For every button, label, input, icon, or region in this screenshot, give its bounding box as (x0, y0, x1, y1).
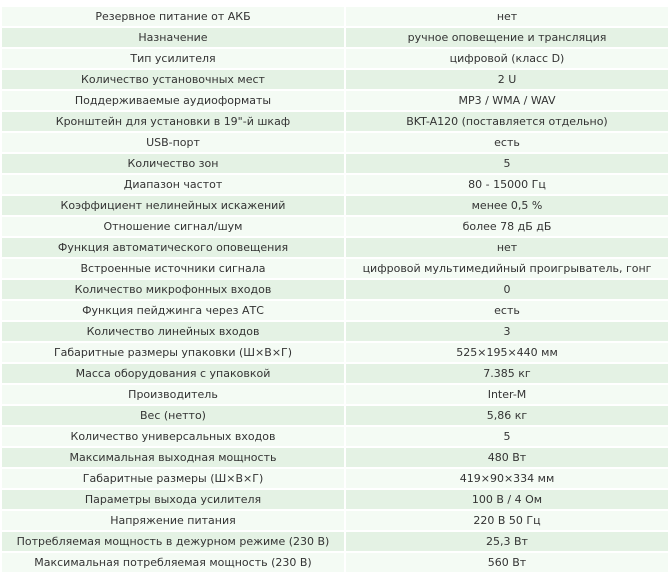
spec-row (2, 259, 668, 278)
spec-name: Назначение (2, 28, 346, 47)
spec-row (2, 238, 668, 257)
spec-value: 480 Вт (346, 448, 668, 467)
spec-row (2, 217, 668, 236)
spec-name: Напряжение питания (2, 511, 346, 530)
spec-name: USB-порт (2, 133, 346, 152)
spec-row (2, 70, 668, 89)
spec-name: Встроенные источники сигнала (2, 259, 346, 278)
spec-value: 25,3 Вт (346, 532, 668, 551)
spec-value: 220 В 50 Гц (346, 511, 668, 530)
spec-row (2, 343, 668, 362)
spec-row (2, 28, 668, 47)
spec-row (2, 532, 668, 551)
spec-row (2, 553, 668, 572)
spec-row (2, 133, 668, 152)
spec-name: Тип усилителя (2, 49, 346, 68)
spec-name: Максимальная выходная мощность (2, 448, 346, 467)
spec-row (2, 112, 668, 131)
specifications-table (2, 5, 668, 574)
spec-value: ручное оповещение и трансляция (346, 28, 668, 47)
spec-row (2, 91, 668, 110)
spec-row (2, 511, 668, 530)
spec-value: нет (346, 7, 668, 26)
spec-name: Диапазон частот (2, 175, 346, 194)
spec-row (2, 280, 668, 299)
spec-row (2, 406, 668, 425)
spec-name: Резервное питание от АКБ (2, 7, 346, 26)
spec-value: нет (346, 238, 668, 257)
spec-name: Отношение сигнал/шум (2, 217, 346, 236)
spec-value: 0 (346, 280, 668, 299)
spec-value: есть (346, 301, 668, 320)
spec-row (2, 364, 668, 383)
spec-value: 525×195×440 мм (346, 343, 668, 362)
spec-value: менее 0,5 % (346, 196, 668, 215)
spec-name: Количество зон (2, 154, 346, 173)
spec-value: 5 (346, 427, 668, 446)
spec-value: MP3 / WMA / WAV (346, 91, 668, 110)
spec-name: Производитель (2, 385, 346, 404)
spec-row (2, 427, 668, 446)
spec-name: Потребляемая мощность в дежурном режиме (230 В) (2, 532, 346, 551)
spec-value: BKT-A120 (поставляется отдельно) (346, 112, 668, 131)
spec-row (2, 175, 668, 194)
spec-value: более 78 дБ дБ (346, 217, 668, 236)
spec-name: Количество микрофонных входов (2, 280, 346, 299)
spec-name: Количество линейных входов (2, 322, 346, 341)
spec-value: 2 U (346, 70, 668, 89)
spec-value: 419×90×334 мм (346, 469, 668, 488)
spec-value: 3 (346, 322, 668, 341)
spec-value: цифровой (класс D) (346, 49, 668, 68)
spec-row (2, 448, 668, 467)
spec-value: Inter-M (346, 385, 668, 404)
spec-row (2, 322, 668, 341)
spec-name: Вес (нетто) (2, 406, 346, 425)
spec-name: Параметры выхода усилителя (2, 490, 346, 509)
spec-name: Масса оборудования с упаковкой (2, 364, 346, 383)
spec-value: есть (346, 133, 668, 152)
spec-value: 100 В / 4 Ом (346, 490, 668, 509)
spec-name: Функция автоматического оповещения (2, 238, 346, 257)
spec-row (2, 469, 668, 488)
spec-name: Коэффициент нелинейных искажений (2, 196, 346, 215)
spec-value: 5,86 кг (346, 406, 668, 425)
spec-value: 80 - 15000 Гц (346, 175, 668, 194)
spec-name: Функция пейджинга через АТС (2, 301, 346, 320)
spec-name: Поддерживаемые аудиоформаты (2, 91, 346, 110)
spec-value: 7.385 кг (346, 364, 668, 383)
spec-name: Максимальная потребляемая мощность (230 В) (2, 553, 346, 572)
spec-name: Габаритные размеры упаковки (Ш×В×Г) (2, 343, 346, 362)
spec-row (2, 385, 668, 404)
spec-value: 560 Вт (346, 553, 668, 572)
spec-row (2, 7, 668, 26)
spec-name: Количество установочных мест (2, 70, 346, 89)
spec-row (2, 490, 668, 509)
spec-value: цифровой мультимедийный проигрыватель, гонг (346, 259, 668, 278)
spec-name: Габаритные размеры (Ш×В×Г) (2, 469, 346, 488)
spec-row (2, 154, 668, 173)
spec-row (2, 196, 668, 215)
spec-name: Кронштейн для установки в 19"-й шкаф (2, 112, 346, 131)
spec-name: Количество универсальных входов (2, 427, 346, 446)
spec-value: 5 (346, 154, 668, 173)
spec-row (2, 301, 668, 320)
spec-row (2, 49, 668, 68)
